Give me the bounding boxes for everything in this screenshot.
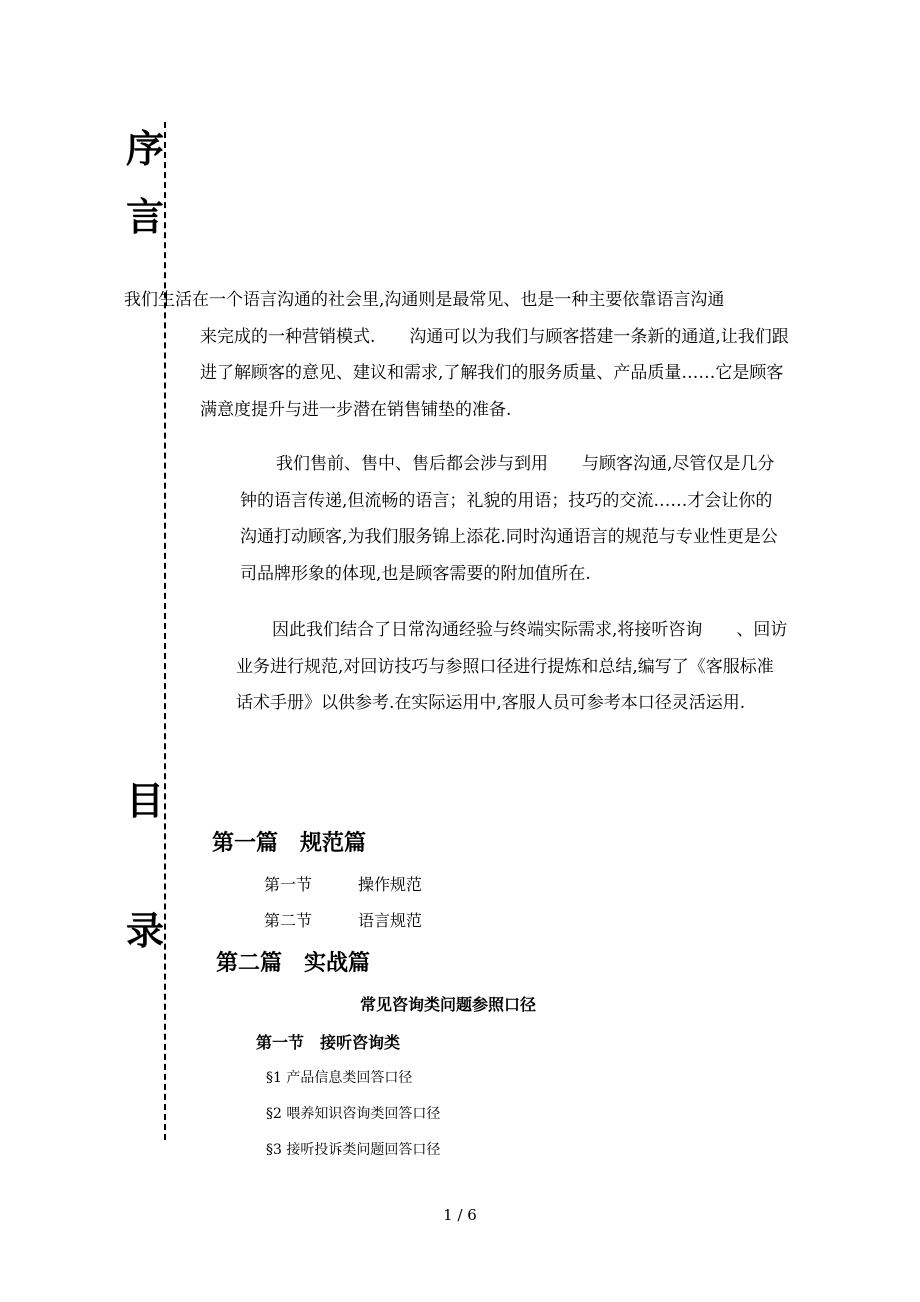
toc-part-2-section-heading: 第一节 接听咨询类 xyxy=(256,1033,401,1052)
toc-item: §2 喂养知识咨询类回答口径 xyxy=(266,1106,441,1122)
toc-item: §1 产品信息类回答口径 xyxy=(266,1070,413,1086)
preface-paragraph-1 xyxy=(124,282,794,428)
toc-part-1-heading: 第一篇 规范篇 xyxy=(212,830,367,856)
preface-heading-char-1: 序 xyxy=(125,127,164,171)
preface-paragraph-2: 我们售前、售中、售后都会涉与到用 与顾客沟通,尽管仅是几分钟的语言传递,但流畅的语言；礼貌的用语；技巧的交流……才会让你的沟通打动顾客,为我们服务锦上添花.同时沟通语言的规范与专业性更是公司品牌形象的体现,也是顾客需要的附加值所在. xyxy=(240,454,778,584)
preface-paragraph-3: 因此我们结合了日常沟通经验与终端实际需求,将接听咨询 、回访业务进行规范,对回访技巧与参照口径进行提炼和总结,编写了《客服标准话术手册》以供参考.在实际运用中,客服人员可参考本口径灵活运用. xyxy=(236,620,788,713)
toc-part-2-subtitle: 常见咨询类问题参照口径 xyxy=(360,995,537,1014)
toc-section-title: 操作规范 xyxy=(358,875,423,894)
toc-section-title: 语言规范 xyxy=(358,911,423,930)
toc-section-number: 第一节 xyxy=(264,875,313,894)
toc-section-entry xyxy=(264,874,422,896)
toc-section-number: 第二节 xyxy=(264,911,313,930)
contents-heading-char-1: 目 xyxy=(125,779,164,823)
preface-paragraph-1-first-line: 我们生活在一个语言沟通的社会里,沟通则是最常见、也是一种主要依靠语言沟通 xyxy=(124,290,725,310)
toc-item: §3 接听投诉类问题回答口径 xyxy=(266,1142,441,1158)
preface-paragraph-1-rest: 来完成的一种营销模式. 沟通可以为我们与顾客搭建一条新的通道,让我们跟进了解顾客的意见、建议和需求,了解我们的服务质量、产品质量……它是顾客满意度提升与进一步潜在销售铺垫的准备. xyxy=(200,326,789,420)
contents-heading-char-2: 录 xyxy=(125,909,164,953)
page-number: 1 / 6 xyxy=(443,1206,477,1224)
toc-section-entry xyxy=(264,910,422,932)
preface-heading-char-2: 言 xyxy=(125,195,164,239)
toc-part-2-heading: 第二篇 实战篇 xyxy=(216,950,371,976)
vertical-dashed-divider xyxy=(164,122,166,1140)
